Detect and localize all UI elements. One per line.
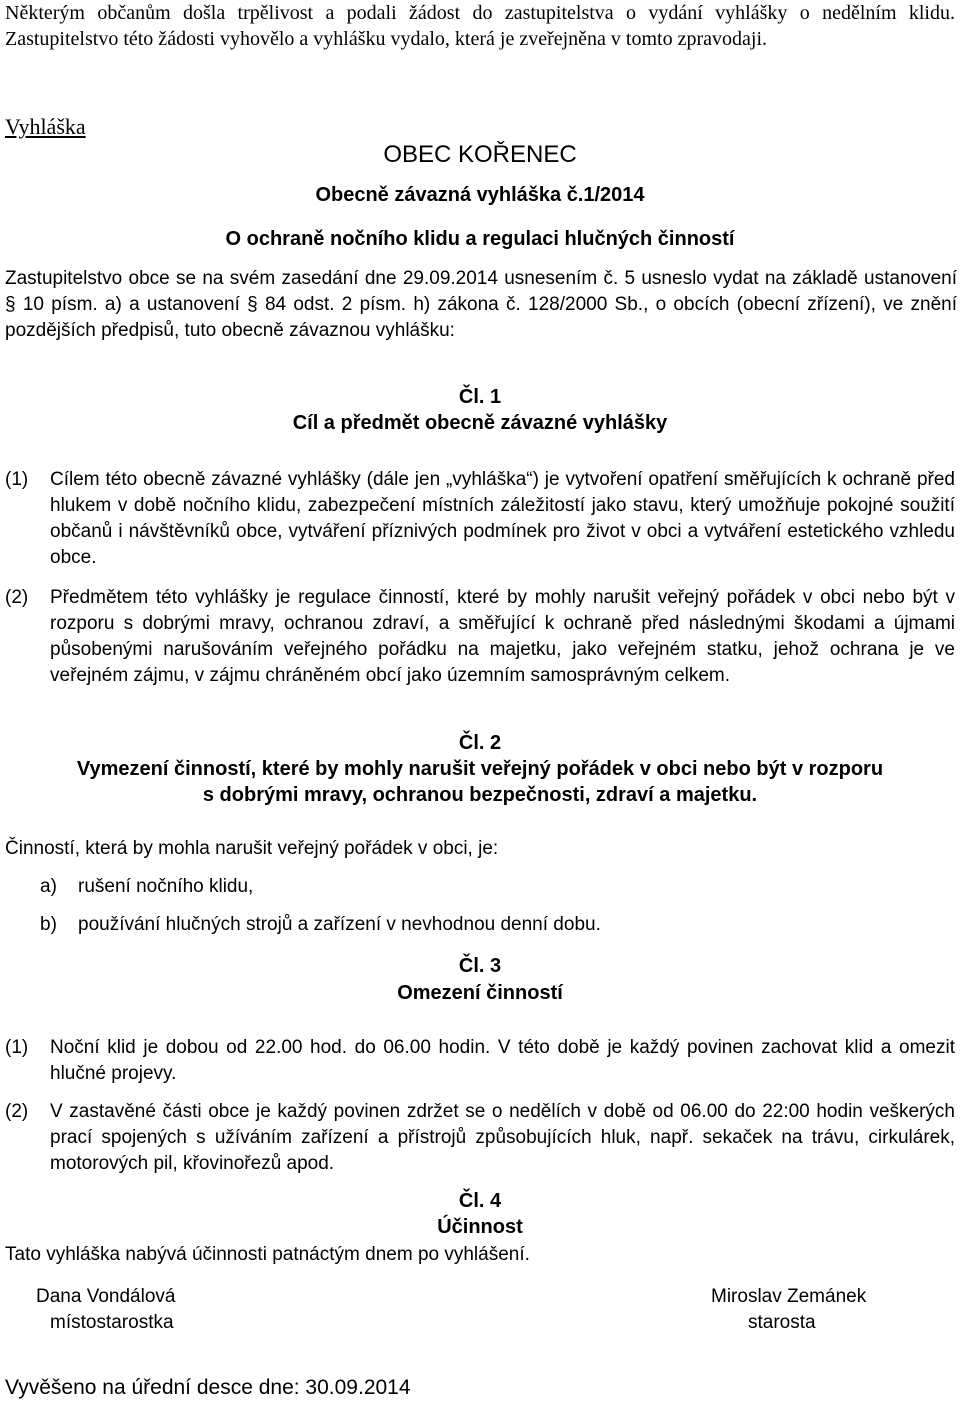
article-2-lead: Činností, která by mohla narušit veřejný pořádek v obci, je: xyxy=(5,838,499,859)
intro-text: Některým občanům došla trpělivost a podali žádost do zastupitelstva o vydání vyhlášky o nedělním klidu. Zastupitelstvo této žádosti vyhovělo a vyhlášku vydalo, která je zveřejněna v tomto zpravodaji. xyxy=(5,2,955,50)
paragraph-text: Cílem této obecně závazné vyhlášky (dále jen „vyhláška“) je vytvoření opatření směřujících k ochraně před hlukem v době nočního klidu, zabezpečení místních záležitostí jako stavu, který umožňuje pokojné soužití občanů i návštěvníků obce, vytváření příznivých podmínek pro život v obci a vytváření estetického vzhledu obce. xyxy=(50,469,955,568)
list-item xyxy=(40,914,601,936)
paragraph-text: Noční klid je dobou od 22.00 hod. do 06.00 hodin. V této době je každý povinen zachovat klid a omezit hlučné projevy. xyxy=(50,1037,955,1084)
paragraph-text: Předmětem této vyhlášky je regulace činností, které by mohly narušit veřejný pořádek v obci nebo být v rozporu s dobrými mravy, ochranou zdraví, a směřující k ochraně před následnými škodami a újmami působenými narušováním veřejného pořádku na majetku, jako veřejném statku, jehož ochrana je ve veřejném zájmu, v zájmu chráněném obcí jako územním samosprávným celkem. xyxy=(50,587,955,686)
municipality-title: OBEC KOŘENEC xyxy=(383,141,577,168)
preamble: Zastupitelstvo obce se na svém zasedání dne 29.09.2014 usnesením č. 5 usneslo vydat na základě ustanovení § 10 písm. a) a ustanovení § 84 odst. 2 písm. h) zákona č. 128/2000 Sb., o obcích (obecní zřízení), ve znění pozdějších předpisů, tuto obecně závaznou vyhlášku: xyxy=(5,268,957,341)
paragraph-label: (2) xyxy=(5,587,29,608)
paragraph-label: (2) xyxy=(5,1101,29,1122)
article-4-text: Tato vyhláška nabývá účinnosti patnáctým dnem po vyhlášení. xyxy=(5,1244,530,1265)
article-2-title-line-2: s dobrými mravy, ochranou bezpečnosti, zdraví a majetku. xyxy=(202,784,758,806)
heading-link[interactable]: Vyhláška xyxy=(5,114,86,139)
list-item-text: rušení nočního klidu, xyxy=(78,876,254,897)
posted-date: Vyvěšeno na úřední desce dne: 30.09.2014 xyxy=(5,1376,411,1399)
article-1-number: Čl. 1 xyxy=(458,386,502,408)
paragraph-label: (1) xyxy=(5,469,29,490)
paragraph-text: V zastavěné části obce je každý povinen zdržet se o nedělích v době od 06.00 do 22:00 hodin veškerých prací spojených s užíváním zařízení a přístrojů způsobujících hluk, např. sekaček na trávu, cirkulárek, motorových pil, křovinořezů apod. xyxy=(50,1101,955,1174)
signature-left-role: místostarostka xyxy=(50,1312,174,1333)
signature-right-name: Miroslav Zemánek xyxy=(711,1286,867,1307)
article-2-title-line-1: Vymezení činností, které by mohly narušit veřejný pořádek v obci nebo být v rozporu xyxy=(76,758,884,780)
paragraph-label: (1) xyxy=(5,1037,29,1058)
article-1-paragraph-1 xyxy=(5,467,955,571)
signature-right-role: starosta xyxy=(748,1312,816,1333)
article-3-paragraph-1 xyxy=(5,1035,955,1087)
article-1-title: Cíl a předmět obecně závazné vyhlášky xyxy=(292,412,668,434)
article-4-title: Účinnost xyxy=(437,1216,523,1238)
article-1-paragraph-2 xyxy=(5,585,955,689)
list-item-text: používání hlučných strojů a zařízení v nevhodnou denní dobu. xyxy=(78,914,601,935)
article-3-number: Čl. 3 xyxy=(458,955,502,977)
decree-subject: O ochraně nočního klidu a regulaci hlučných činností xyxy=(225,228,735,250)
article-3-title: Omezení činností xyxy=(397,982,563,1004)
signature-left-name: Dana Vondálová xyxy=(36,1286,176,1307)
article-3-paragraph-2 xyxy=(5,1099,955,1177)
decree-title: Obecně závazná vyhláška č.1/2014 xyxy=(315,184,645,206)
list-item-label: a) xyxy=(40,876,57,897)
article-4-number: Čl. 4 xyxy=(458,1190,502,1212)
list-item xyxy=(40,876,253,898)
list-item-label: b) xyxy=(40,914,57,935)
article-2-number: Čl. 2 xyxy=(458,732,502,754)
